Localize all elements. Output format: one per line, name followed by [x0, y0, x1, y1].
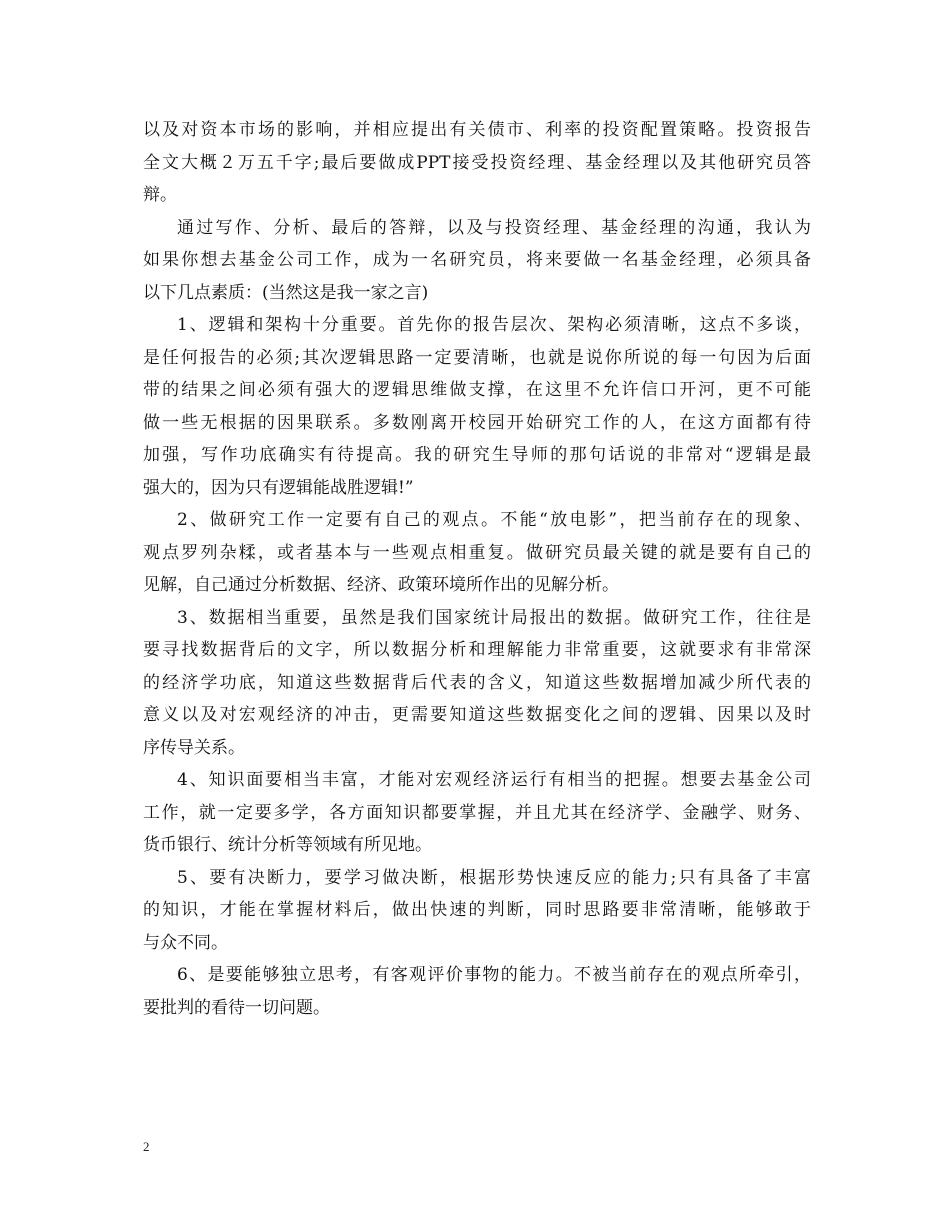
- text-line: 3、数据相当重要，虽然是我们国家统计局报出的数据。做研究工作，往往是: [177, 607, 811, 628]
- paragraph-point-2: [143, 504, 811, 602]
- text-line: 以下几点素质：(当然这是我一家之言): [143, 282, 429, 303]
- paragraph-point-1: [143, 309, 811, 504]
- text-line: 带的结果之间必须有强大的逻辑思维做支撑，在这里不允许信口开河，更不可能: [143, 380, 811, 400]
- text-line: 的经济学功底，知道这些数据背后代表的含义，知道这些数据增加减少所代表的: [143, 672, 811, 693]
- page-number: 2: [143, 1139, 150, 1154]
- text-line: 1、逻辑和架构十分重要。首先你的报告层次、架构必须清晰，这点不多谈，: [177, 315, 811, 335]
- text-line: 全文大概２万五千字;最后要做成PPT接受投资经理、基金经理以及其他研究员答: [143, 152, 811, 173]
- paragraph-1: [143, 114, 811, 212]
- text-line: 做一些无根据的因果联系。多数刚离开校园开始研究工作的人，在这方面都有待: [143, 412, 811, 433]
- paragraph-point-4: [143, 764, 811, 862]
- text-line: 的知识，才能在掌握材料后，做出快速的判断，同时思路要非常清晰，能够敢于: [143, 900, 811, 920]
- paragraph-point-3: [143, 602, 811, 765]
- text-line: 5、要有决断力，要学习做决断，根据形势快速反应的能力;只有具备了丰富: [177, 867, 811, 888]
- text-line: 如果你想去基金公司工作，成为一名研究员，将来要做一名基金经理，必须具备: [143, 250, 811, 270]
- text-line: 见解，自己通过分析数据、经济、政策环境所作出的见解分析。: [143, 575, 619, 595]
- text-line: 强大的，因为只有逻辑能战胜逻辑!”: [143, 477, 414, 498]
- text-line: 货币银行、统计分析等领域有所见地。: [143, 835, 432, 855]
- text-line: 与众不同。: [143, 932, 228, 953]
- text-line: 观点罗列杂糅，或者基本与一些观点相重复。做研究员最关键的就是要有自己的: [143, 542, 811, 563]
- text-line: 6、是要能够独立思考，有客观评价事物的能力。不被当前存在的观点所牵引，: [177, 965, 811, 985]
- paragraph-2: [143, 212, 811, 310]
- paragraph-point-5: [143, 862, 811, 960]
- document-body: [143, 114, 811, 1024]
- text-line: 4、知识面要相当丰富，才能对宏观经济运行有相当的把握。想要去基金公司: [177, 770, 811, 790]
- text-line: 2、做研究工作一定要有自己的观点。不能“放电影”，把当前存在的现象、: [177, 510, 811, 530]
- paragraph-point-6: [143, 959, 811, 1024]
- text-line: 以及对资本市场的影响，并相应提出有关债市、利率的投资配置策略。投资报告: [143, 120, 811, 140]
- text-line: 通过写作、分析、最后的答辩，以及与投资经理、基金经理的沟通，我认为: [177, 217, 811, 238]
- text-line: 辩。: [143, 185, 177, 205]
- text-line: 要批判的看待一切问题。: [143, 997, 330, 1018]
- text-line: 要寻找数据背后的文字，所以数据分析和理解能力非常重要，这就要求有非常深: [143, 640, 811, 660]
- text-line: 序传导关系。: [143, 737, 245, 758]
- text-line: 意义以及对宏观经济的冲击，更需要知道这些数据变化之间的逻辑、因果以及时: [143, 705, 811, 725]
- text-line: 工作，就一定要多学，各方面知识都要掌握，并且尤其在经济学、金融学、财务、: [143, 802, 811, 823]
- text-line: 加强，写作功底确实有待提高。我的研究生导师的那句话说的非常对“逻辑是最: [143, 445, 811, 465]
- text-line: 是任何报告的必须;其次逻辑思路一定要清晰，也就是说你所说的每一句因为后面: [143, 347, 811, 368]
